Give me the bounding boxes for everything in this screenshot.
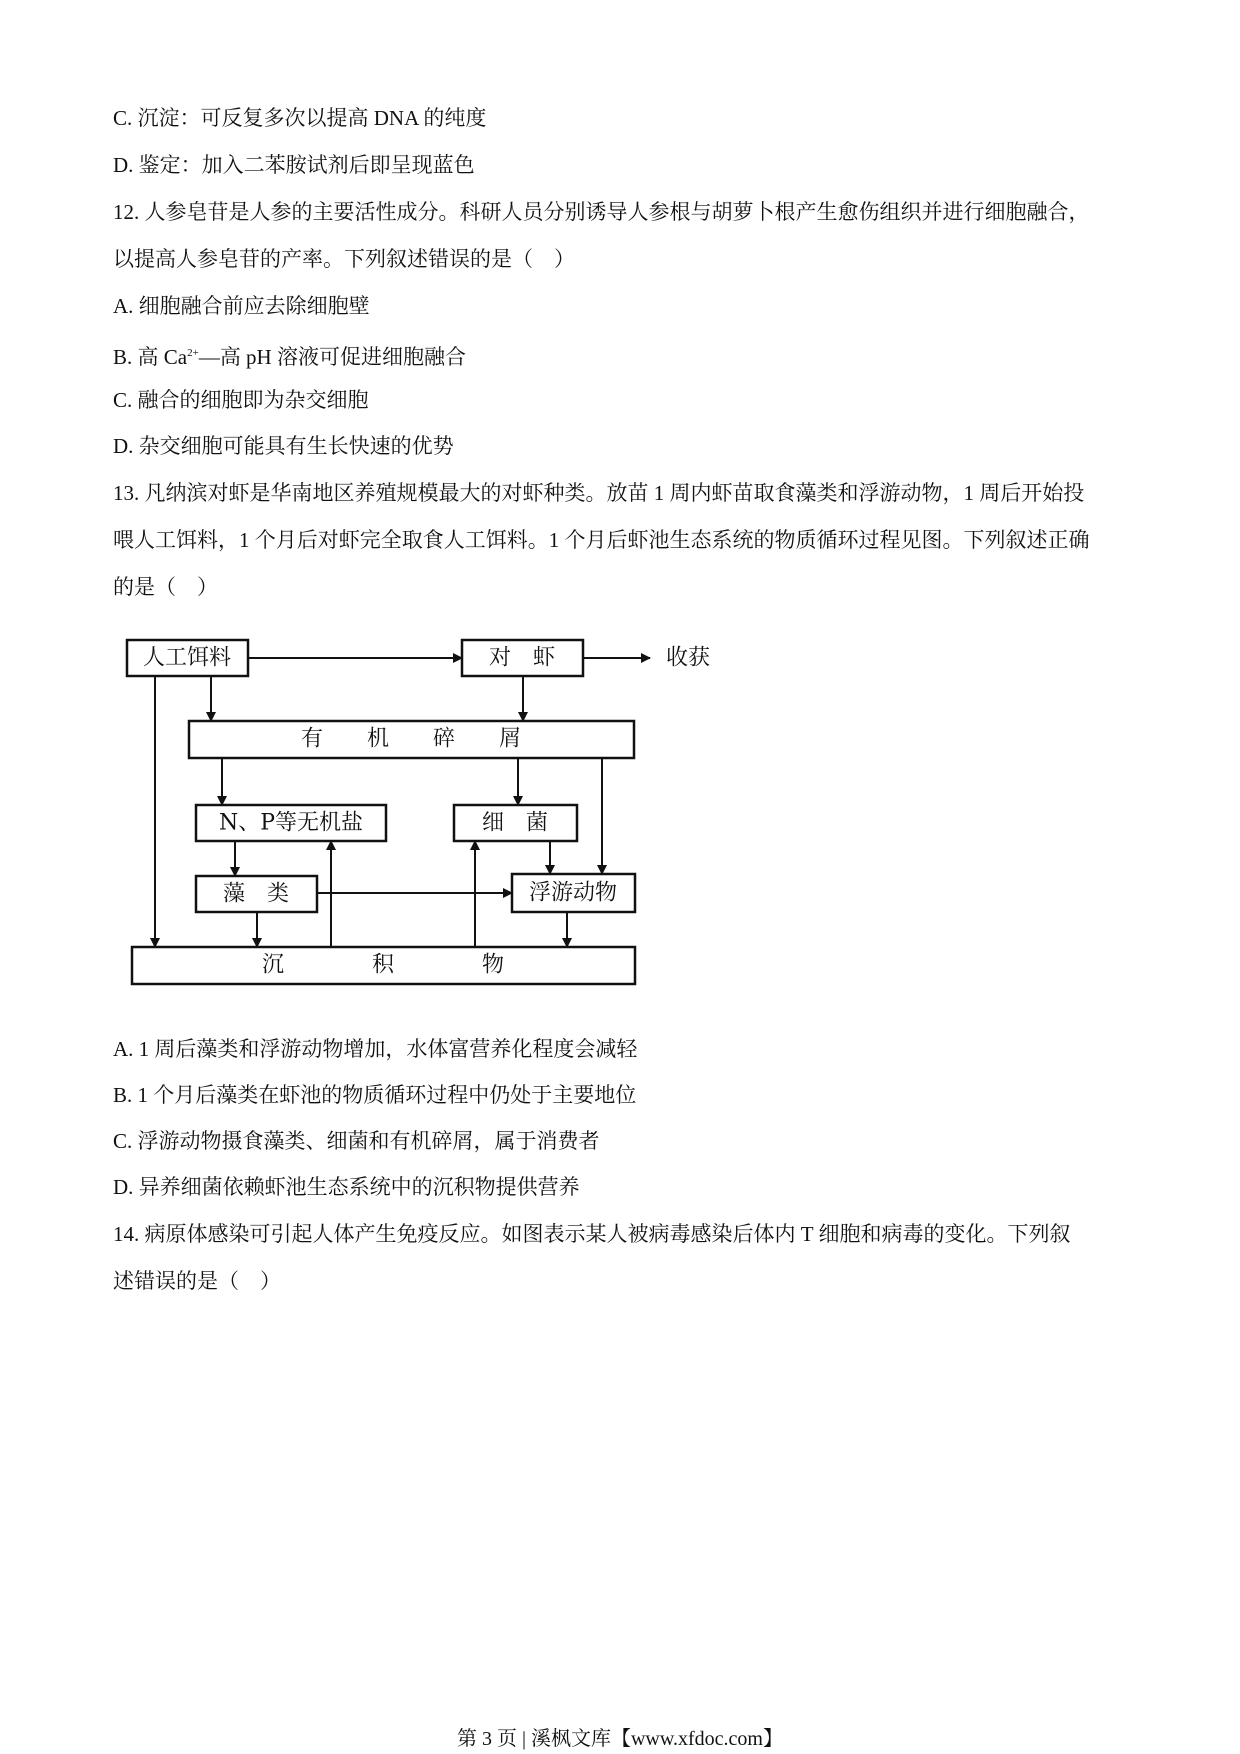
option-12b-pre: B. 高 Ca	[113, 345, 188, 369]
option-13b: B. 1 个月后藻类在虾池的物质循环过程中仍处于主要地位	[113, 1083, 637, 1107]
harvest-label: 收获	[665, 645, 711, 671]
salts-label: N、P等无机盐	[218, 810, 364, 836]
question-13-stem-3: 的是（ ）	[113, 575, 218, 599]
option-13c: C. 浮游动物摄食藻类、细菌和有机碎屑，属于消费者	[113, 1129, 600, 1153]
option-12b	[113, 339, 466, 371]
line-11d: D. 鉴定：加入二苯胺试剂后即呈现蓝色	[113, 153, 475, 177]
option-12b-post: —高 pH 溶液可促进细胞融合	[198, 345, 466, 369]
detritus-label: 有 机 碎 屑	[300, 726, 522, 752]
option-13d: D. 异养细菌依赖虾池生态系统中的沉积物提供营养	[113, 1175, 580, 1199]
zooplankton-label: 浮游动物	[528, 880, 618, 906]
option-12d: D. 杂交细胞可能具有生长快速的优势	[113, 434, 454, 458]
line-11c: C. 沉淀：可反复多次以提高 DNA 的纯度	[113, 106, 487, 130]
sediment-label: 沉 积 物	[261, 952, 505, 978]
page-footer: 第 3 页 | 溪枫文库【www.xfdoc.com】	[456, 1728, 783, 1750]
material-cycle-diagram	[110, 620, 830, 995]
question-12-stem-2: 以提高人参皂苷的产率。下列叙述错误的是（ ）	[113, 247, 575, 271]
question-13-stem-1: 13. 凡纳滨对虾是华南地区养殖规模最大的对虾种类。放苗 1 周内虾苗取食藻类和浮游动物，1 周后开始投	[113, 481, 1085, 505]
question-14-stem-1: 14. 病原体感染可引起人体产生免疫反应。如图表示某人被病毒感染后体内 T 细胞和病毒的变化。下列叙	[113, 1222, 1071, 1246]
option-12a: A. 细胞融合前应去除细胞壁	[113, 294, 370, 318]
question-12-stem-1: 12. 人参皂苷是人参的主要活性成分。科研人员分别诱导人参根与胡萝卜根产生愈伤组织并进行细胞融合，	[113, 200, 1090, 224]
option-12c: C. 融合的细胞即为杂交细胞	[113, 388, 369, 412]
question-14-stem-2: 述错误的是（ ）	[113, 1269, 281, 1293]
shrimp-label: 对 虾	[488, 645, 556, 671]
bacteria-label: 细 菌	[481, 810, 549, 836]
question-13-stem-2: 喂人工饵料，1 个月后对虾完全取食人工饵料。1 个月后虾池生态系统的物质循环过程见图。下列叙述正确	[113, 528, 1090, 552]
feed-label: 人工饵料	[142, 645, 232, 671]
option-12b-sup: 2+	[187, 347, 199, 359]
algae-label: 藻 类	[222, 881, 290, 907]
option-13a: A. 1 周后藻类和浮游动物增加，水体富营养化程度会减轻	[113, 1037, 638, 1061]
